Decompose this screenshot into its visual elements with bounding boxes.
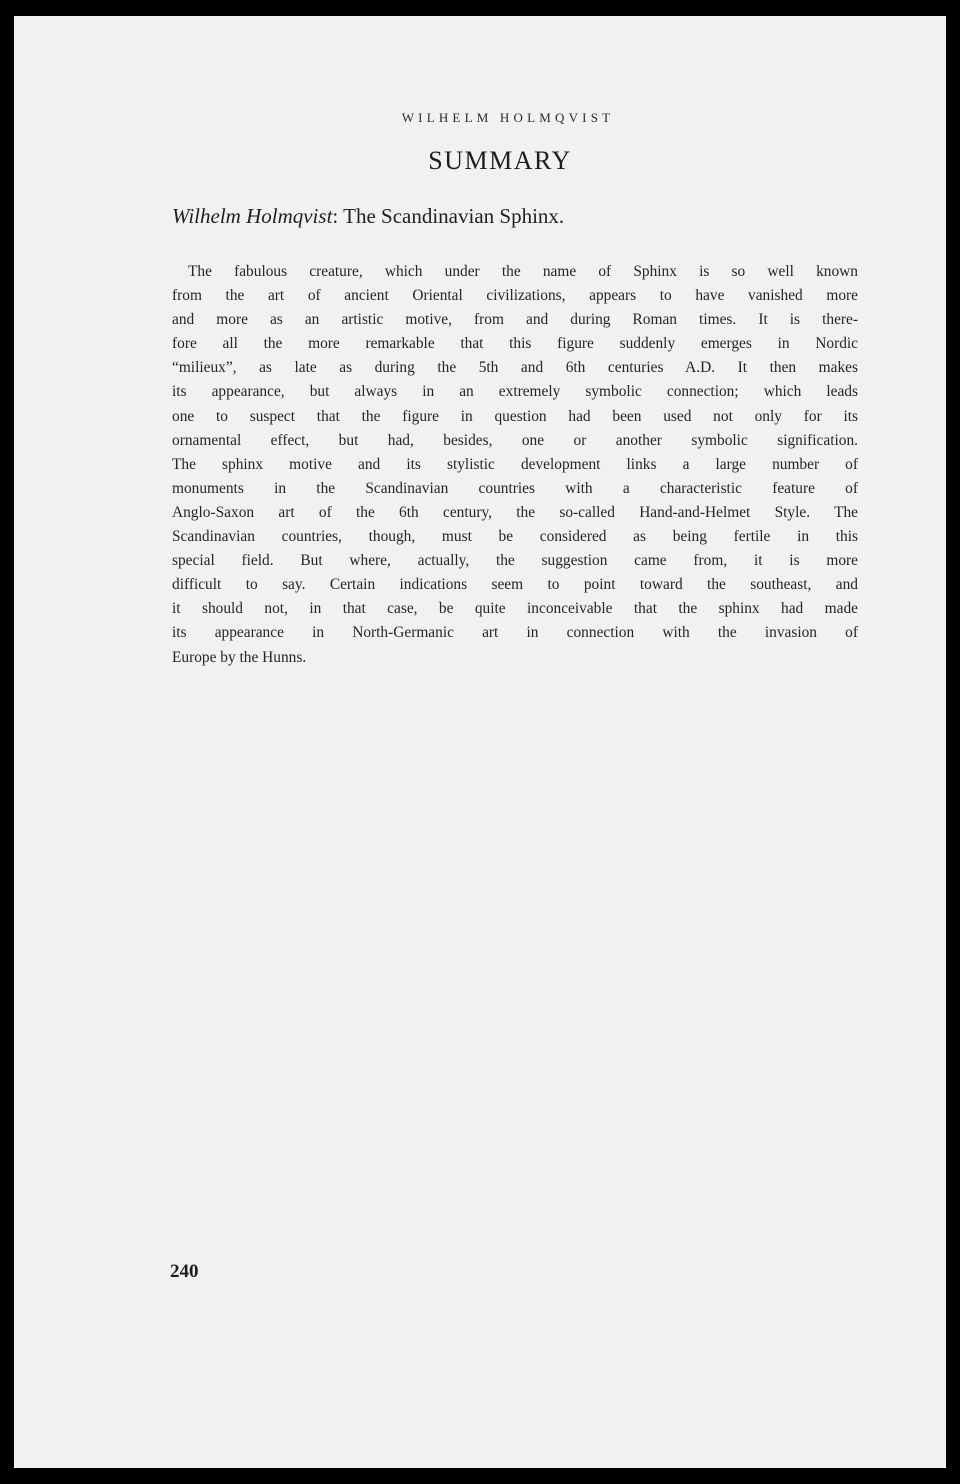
paragraph-line: its appearance, but always in an extremely symbolic connection; which leads xyxy=(172,383,858,401)
document-page xyxy=(14,16,946,1468)
paragraph-line: The sphinx motive and its stylistic development links a large number of xyxy=(172,455,858,473)
paragraph-line: Scandinavian countries, though, must be considered as being fertile in this xyxy=(172,528,858,546)
running-head: WILHELM HOLMQVIST xyxy=(401,110,615,125)
subtitle-colon: : xyxy=(332,204,344,228)
paragraph-line: difficult to say. Certain indications seem to point toward the southeast, and xyxy=(172,576,858,594)
article-subtitle xyxy=(172,204,564,229)
subtitle-author: Wilhelm Holmqvist xyxy=(172,204,333,228)
subtitle-work: The Scandinavian Sphinx. xyxy=(343,204,565,228)
paragraph-line: and more as an artistic motive, from and during Roman times. It is there- xyxy=(172,311,858,329)
paragraph-line: one to suspect that the figure in question had been used not only for its xyxy=(172,407,858,425)
paragraph-line: “milieux”, as late as during the 5th and 6th centuries A.D. It then makes xyxy=(172,359,858,377)
paragraph-line: Europe by the Hunns. xyxy=(172,648,307,666)
paragraph-line: Anglo-Saxon art of the 6th century, the so-called Hand-and-Helmet Style. The xyxy=(172,503,858,521)
paragraph-line: The fabulous creature, which under the name of Sphinx is so well known xyxy=(188,263,858,280)
paragraph-line: ornamental effect, but had, besides, one or another symbolic signification. xyxy=(172,431,858,449)
summary-paragraph xyxy=(172,260,858,670)
paragraph-line: fore all the more remarkable that this figure suddenly emerges in Nordic xyxy=(172,335,858,353)
page-number: 240 xyxy=(170,1261,199,1282)
section-title: SUMMARY xyxy=(428,146,572,175)
paragraph-line: it should not, in that case, be quite inconceivable that the sphinx had made xyxy=(172,600,858,618)
paragraph-line: monuments in the Scandinavian countries with a characteristic feature of xyxy=(172,479,858,497)
paragraph-line: its appearance in North-Germanic art in connection with the invasion of xyxy=(172,624,858,642)
paragraph-line: special field. But where, actually, the suggestion came from, it is more xyxy=(172,552,858,570)
paragraph-line: from the art of ancient Oriental civilizations, appears to have vanished more xyxy=(172,287,858,305)
